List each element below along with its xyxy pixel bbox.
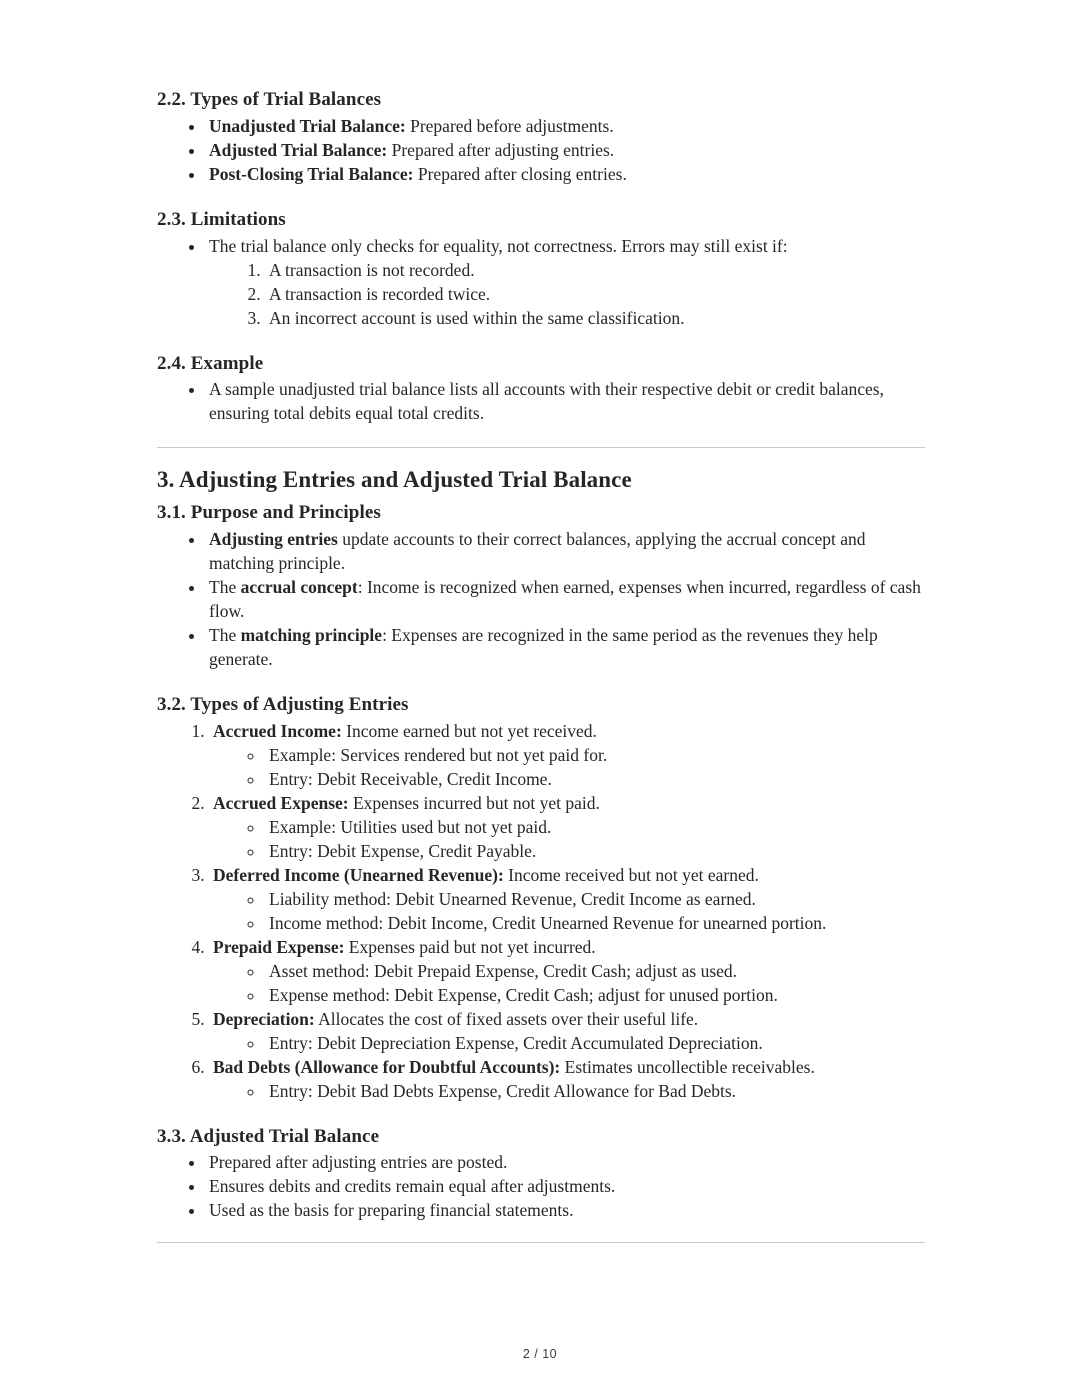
list-item-text: Allocates the cost of fixed assets over their useful life. — [314, 1008, 699, 1029]
list-item-term: Deferred Income (Unearned Revenue): — [213, 864, 504, 885]
list-item-text: Estimates uncollectible receivables. — [560, 1056, 815, 1077]
page-number-label: 2 / 10 — [522, 1347, 558, 1361]
sub-list — [213, 959, 925, 1007]
list-item-text: Prepared after closing entries. — [413, 163, 627, 184]
list-3-2 — [157, 719, 925, 1103]
list-item-text: Prepared before adjustments. — [405, 115, 614, 136]
list-item: • Ensures debits and credits remain equal after adjustments. — [206, 1174, 925, 1198]
list-item: 3. An incorrect account is used within the same classification. — [265, 306, 925, 330]
list-3-1 — [157, 527, 925, 671]
document-page — [157, 0, 925, 1397]
section-2-4 — [157, 352, 925, 426]
section-2-2 — [157, 88, 925, 186]
list-2-3 — [157, 234, 925, 330]
section-3-2 — [157, 693, 925, 1103]
list-item — [206, 114, 925, 138]
list-item — [209, 791, 925, 863]
list-2-4 — [157, 377, 925, 425]
list-item-term: Adjusting entries — [209, 528, 338, 549]
list-item-text: Expenses incurred but not yet paid. — [348, 792, 600, 813]
list-item — [209, 935, 925, 1007]
list-item-text: update accounts to their correct balances, applying the accrual concept and matching principle. — [209, 528, 866, 573]
page-content — [157, 0, 925, 1243]
list-item: ◦ Entry: Debit Bad Debts Expense, Credit Allowance for Bad Debts. — [265, 1079, 925, 1103]
list-item-text: Expenses paid but not yet incurred. — [344, 936, 596, 957]
section-heading-2-4: 2.4. Example — [157, 352, 264, 374]
list-item: ◦ Income method: Debit Income, Credit Unearned Revenue for unearned portion. — [265, 911, 925, 935]
list-item: ◦ Entry: Debit Depreciation Expense, Credit Accumulated Depreciation. — [265, 1031, 925, 1055]
section-divider-bottom — [157, 1242, 925, 1243]
list-item-term: Adjusted Trial Balance: — [209, 139, 388, 160]
list-item: ◦ Liability method: Debit Unearned Revenue, Credit Income as earned. — [265, 887, 925, 911]
list-item-term: Accrued Expense: — [213, 792, 349, 813]
list-item: • Prepared after adjusting entries are posted. — [206, 1150, 925, 1174]
list-item-term: matching principle — [240, 624, 383, 645]
list-item — [209, 1007, 925, 1055]
list-item — [206, 575, 925, 623]
section-heading-2-3: 2.3. Limitations — [157, 208, 286, 230]
list-item — [206, 527, 925, 575]
list-item-text: A sample unadjusted trial balance lists all accounts with their respective debit or credit balances, ensuring total debits equal total credits. — [209, 379, 884, 424]
list-2-2 — [157, 114, 925, 186]
list-item: ◦ Entry: Debit Expense, Credit Payable. — [265, 839, 925, 863]
list-item — [206, 234, 925, 330]
list-item — [206, 162, 925, 186]
list-item: ◦ Asset method: Debit Prepaid Expense, Credit Cash; adjust as used. — [265, 959, 925, 983]
list-item-term: Unadjusted Trial Balance: — [209, 115, 406, 136]
list-item-text: Income earned but not yet received. — [341, 720, 597, 741]
list-item: 1. A transaction is not recorded. — [265, 258, 925, 282]
section-heading-3-1: 3.1. Purpose and Principles — [157, 502, 381, 523]
list-item: • Used as the basis for preparing financial statements. — [206, 1198, 925, 1222]
section-3-3 — [157, 1125, 925, 1223]
list-item-text: The trial balance only checks for equality, not correctness. Errors may still exist if: — [209, 235, 788, 256]
list-item-text: Prepared after adjusting entries. — [387, 139, 615, 160]
list-item-term: accrual concept — [240, 576, 358, 597]
list-item — [209, 719, 925, 791]
list-item — [206, 138, 925, 162]
list-item-text: : Income is recognized when earned, expenses when incurred, regardless of cash flow. — [209, 576, 921, 621]
section-heading-3-3: 3.3. Adjusted Trial Balance — [157, 1125, 380, 1147]
sub-list — [213, 815, 925, 863]
list-item: ◦ Example: Services rendered but not yet paid for. — [265, 743, 925, 767]
sub-list — [213, 1079, 925, 1103]
section-heading-3: 3. Adjusting Entries and Adjusted Trial Balance — [157, 467, 632, 493]
section-3-1 — [157, 501, 925, 671]
sub-list — [213, 1031, 925, 1055]
list-item-text: Income received but not yet earned. — [503, 864, 759, 885]
list-item-term: Prepaid Expense: — [213, 936, 345, 957]
list-item: ◦ Expense method: Debit Expense, Credit Cash; adjust for unused portion. — [265, 983, 925, 1007]
nested-ordered-list-2-3 — [209, 258, 925, 330]
list-item: 2. A transaction is recorded twice. — [265, 282, 925, 306]
list-item-term: Bad Debts (Allowance for Doubtful Accounts): — [213, 1056, 561, 1077]
list-item — [206, 623, 925, 671]
list-item-prefix: The — [209, 624, 241, 645]
list-3-3 — [157, 1150, 925, 1222]
list-item-term: Accrued Income: — [213, 720, 342, 741]
section-heading-2-2: 2.2. Types of Trial Balances — [157, 89, 382, 110]
page-footer — [0, 1347, 1080, 1361]
list-item-prefix: The — [209, 576, 241, 597]
section-divider-top — [157, 447, 925, 448]
list-item — [209, 1055, 925, 1103]
section-heading-3-2: 3.2. Types of Adjusting Entries — [157, 693, 409, 715]
list-item: ◦ Example: Utilities used but not yet paid. — [265, 815, 925, 839]
list-item — [206, 377, 925, 425]
section-2-3 — [157, 208, 925, 330]
sub-list — [213, 743, 925, 791]
list-item — [209, 863, 925, 935]
list-item-term: Post-Closing Trial Balance: — [209, 163, 414, 184]
list-item: ◦ Entry: Debit Receivable, Credit Income. — [265, 767, 925, 791]
sub-list — [213, 887, 925, 935]
list-item-term: Depreciation: — [213, 1008, 315, 1029]
list-item-text: : Expenses are recognized in the same period as the revenues they help generate. — [209, 624, 878, 669]
